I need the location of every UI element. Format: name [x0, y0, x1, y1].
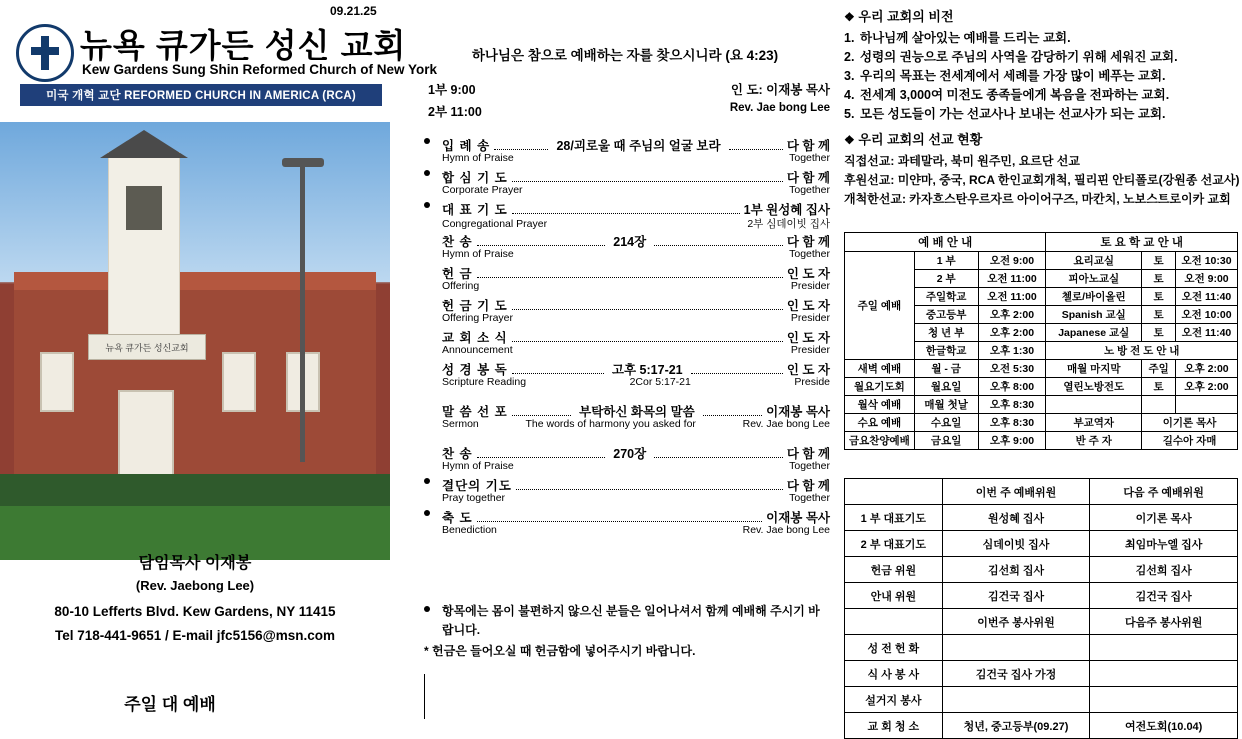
order-item [420, 328, 830, 360]
schedule-time: 오전 9:00 [978, 252, 1046, 270]
leader-dots [494, 149, 548, 150]
saturday-class-time: 오전 10:30 [1176, 252, 1238, 270]
committee-corner [845, 479, 943, 505]
mission-item: 후원선교: 미얀마, 중국, RCA 한인교회개척, 필리핀 안티폴로(강원종 선교사) [844, 173, 1240, 187]
leader-dots [654, 245, 783, 246]
service-name: 월삭 예배 [845, 396, 915, 414]
pastor-name-en: (Rev. Jaebong Lee) [135, 578, 255, 593]
order-item [420, 508, 830, 540]
vision-item-text: 전세계 3,000여 미전도 종족들에게 복음을 전파하는 교회. [860, 88, 1170, 102]
order-item [420, 444, 830, 476]
leader-dots [477, 245, 606, 246]
service-leader-en: Rev. Jae bong Lee [729, 102, 830, 114]
saturday-class-time: 오전 10:00 [1176, 306, 1238, 324]
evangelism-day: 토 [1142, 378, 1176, 396]
service-time: 오전 5:30 [978, 360, 1046, 378]
order-item-person-en: 2부 심데이빗 집사 [747, 218, 830, 230]
order-item [420, 476, 830, 508]
order-item-en [420, 248, 830, 263]
table-row [845, 661, 1238, 687]
leader-dots [477, 457, 606, 458]
leader-dots [512, 415, 571, 416]
order-item-person-kr: 인 도 자 [786, 331, 830, 345]
leader-dots [512, 181, 783, 182]
volunteer-this-week: 김건국 집사 가정 [942, 661, 1090, 687]
order-item-kr [420, 168, 830, 184]
order-item-name-en: Corporate Prayer [442, 184, 523, 196]
scripture-verse: 하나님은 참으로 예배하는 자를 찾으시니라 (요 4:23) [471, 48, 779, 63]
order-item-person-en: Together [789, 152, 830, 164]
photo-sign: 뉴욕 큐가든 성신교회 [88, 334, 206, 360]
schedule-name: 중고등부 [914, 306, 978, 324]
mission-lines [844, 152, 1238, 209]
evangelism-name [1046, 396, 1142, 414]
table-row [845, 360, 1238, 378]
vision-item-text: 하나님께 살아있는 예배를 드리는 교회. [860, 31, 1071, 45]
right-column [840, 0, 1242, 733]
vision-item [844, 86, 1238, 105]
bulletin-date: 09.21.25 [330, 4, 377, 18]
saturday-class-name: 첼로/바이올린 [1046, 288, 1142, 306]
order-item [420, 168, 830, 200]
table-row [845, 233, 1238, 252]
order-item-name-kr: 말 씀 선 포 [442, 405, 508, 419]
committee-this-week: 원성혜 집사 [942, 505, 1090, 531]
service-day: 월 - 금 [914, 360, 978, 378]
photo-hedge [0, 474, 390, 508]
volunteer-next-week [1090, 635, 1238, 661]
center-column [420, 0, 830, 719]
order-item-person-en: Presider [790, 344, 830, 356]
committee-role: 헌금 위원 [845, 557, 943, 583]
evangelism-time [1176, 396, 1238, 414]
order-item-name-kr: 헌 금 [442, 267, 473, 281]
schedule-name: 한글학교 [914, 342, 978, 360]
table-row [845, 713, 1238, 739]
schedule-time: 오후 2:00 [978, 306, 1046, 324]
service-time: 오후 9:00 [978, 432, 1046, 450]
order-item-name-kr: 대 표 기 도 [442, 203, 508, 217]
order-item-name-en: Sermon [442, 418, 479, 430]
denomination-band: 미국 개혁 교단 REFORMED CHURCH IN AMERICA (RCA) [20, 84, 382, 106]
church-name-kr: 뉴욕 큐가든 성신 교회 [80, 27, 407, 64]
committee-next-week: 김건국 집사 [1090, 583, 1238, 609]
order-item-name-en: Offering [442, 280, 480, 292]
order-item-name-kr: 교 회 소 식 [442, 331, 508, 345]
volunteer-next-week [1090, 687, 1238, 713]
schedule-head-right: 토 요 학 교 안 내 [1046, 233, 1238, 252]
service-day: 수요일 [914, 414, 978, 432]
order-item-kr [420, 444, 830, 460]
worship-note-1 [420, 602, 830, 640]
order-item-kr [420, 232, 830, 248]
table-row [845, 609, 1238, 635]
vision-item [844, 48, 1238, 67]
cross-icon [16, 24, 74, 82]
schedule-time: 오후 2:00 [978, 324, 1046, 342]
vision-item [844, 67, 1238, 86]
volunteer-col-next-week: 다음주 봉사위원 [1090, 609, 1238, 635]
table-row [845, 531, 1238, 557]
evangelism-day: 주일 [1142, 360, 1176, 378]
leader-dots [703, 415, 762, 416]
order-item-person-kr: 다 함 께 [786, 479, 830, 493]
service-day: 금요일 [914, 432, 978, 450]
order-item-person-kr: 다 함 께 [786, 139, 831, 153]
leader-dots [477, 277, 783, 278]
order-item-en [420, 492, 830, 507]
order-item-kr [420, 200, 830, 216]
table-row [845, 479, 1238, 505]
schedule-head-left: 예 배 안 내 [845, 233, 1046, 252]
leader-dots [512, 373, 604, 374]
service-time-2: 2부 11:00 [428, 105, 482, 119]
saturday-class-day: 토 [1142, 324, 1176, 342]
service-time: 오후 8:00 [978, 378, 1046, 396]
worship-note-1-text: 항목에는 몸이 불편하지 않으신 분들은 일어나셔서 함께 예배해 주시기 바랍니다. [442, 604, 820, 637]
order-item-en [420, 344, 830, 359]
evangelism-time: 오후 2:00 [1176, 378, 1238, 396]
photo-streetlamp-pole [300, 162, 305, 462]
order-item-name-en: Scripture Reading [442, 376, 527, 388]
saturday-class-name: 피아노교실 [1046, 270, 1142, 288]
leader-dots [516, 489, 783, 490]
worship-title: 주일 대 예배 [124, 695, 216, 714]
vision-item-number: 1. [844, 31, 855, 45]
service-leader-kr: 인 도: 이재봉 목사 [730, 83, 830, 97]
table-row [845, 396, 1238, 414]
church-name-en: Kew Gardens Sung Shin Reformed Church of New York [82, 62, 438, 77]
dove-icon: ❖ [844, 133, 855, 147]
table-row [845, 378, 1238, 396]
schedule-name: 주일학교 [914, 288, 978, 306]
order-item-person-kr: 1부 원성혜 집사 [743, 203, 830, 217]
order-item-en [420, 152, 830, 167]
order-item-kr [420, 402, 830, 418]
schedule-time: 오전 11:00 [978, 288, 1046, 306]
table-row [845, 252, 1238, 270]
order-item-en [420, 280, 830, 295]
table-row [845, 557, 1238, 583]
order-item-person-en: Together [789, 460, 830, 472]
mission-heading-text: 우리 교회의 선교 현황 [858, 132, 983, 147]
service-name: 월요기도회 [845, 378, 915, 396]
church-contact: Tel 718-441-9651 / E-mail jfc5156@msn.com [54, 628, 336, 643]
church-photo [0, 122, 390, 560]
mission-heading [844, 129, 1238, 148]
schedule-time: 오전 11:00 [978, 270, 1046, 288]
photo-window [40, 352, 74, 412]
leader-dots [691, 373, 783, 374]
vision-item [844, 105, 1238, 124]
order-item-name-kr: 성 경 봉 독 [442, 363, 508, 377]
table-row [845, 414, 1238, 432]
committee-next-week: 최임마누엘 집사 [1090, 531, 1238, 557]
order-item-name-kr: 찬 송 [442, 235, 473, 249]
volunteer-role: 식 사 봉 사 [845, 661, 943, 687]
order-item-person-en: Together [789, 184, 830, 196]
order-item-kr [420, 328, 830, 344]
order-item-person-kr: 다 함 께 [786, 171, 830, 185]
order-item [420, 200, 830, 232]
church-logo [8, 18, 438, 118]
committee-col-next-week: 다음 주 예배위원 [1090, 479, 1238, 505]
committee-next-week: 김선희 집사 [1090, 557, 1238, 583]
leader-dots [512, 341, 783, 342]
order-item-en [420, 418, 830, 433]
order-item-name-en: Announcement [442, 344, 513, 356]
order-item-name-en: Offering Prayer [442, 312, 514, 324]
photo-sky [0, 122, 390, 282]
order-item-detail-en: The words of harmony you asked for [525, 418, 696, 430]
vision-heading-text: 우리 교회의 비전 [858, 9, 954, 24]
service-name: 금요찬양예배 [845, 432, 915, 450]
photo-window [222, 352, 256, 412]
saturday-class-day: 토 [1142, 288, 1176, 306]
worship-note-2: * 헌금은 들어오실 때 헌금함에 넣어주시기 바랍니다. [424, 644, 696, 658]
order-item-name-kr: 축 도 [442, 511, 473, 525]
service-day: 월요일 [914, 378, 978, 396]
order-item [420, 264, 830, 296]
table-row [845, 432, 1238, 450]
schedule-name: 1 부 [914, 252, 978, 270]
order-item-detail-kr: 214장 [613, 235, 647, 249]
order-item-detail-kr: 28/괴로울 때 주님의 얼굴 보라 [556, 139, 721, 153]
vision-item-number: 2. [844, 50, 855, 64]
photo-steeple-roof [100, 130, 188, 158]
photo-building-trim [14, 272, 376, 290]
order-item-person-kr: 다 함 께 [786, 447, 831, 461]
order-item-detail-kr: 부탁하신 화목의 말씀 [579, 405, 695, 419]
evangelism-name: 매월 마지막 [1046, 360, 1142, 378]
dove-icon: ❖ [844, 10, 855, 24]
order-item-kr [420, 264, 830, 280]
order-item-person-en: Presider [790, 312, 830, 324]
order-item-detail-en: 2Cor 5:17-21 [629, 376, 691, 388]
leader-dots [512, 309, 783, 310]
leader-dots [729, 149, 783, 150]
service-day: 매월 첫날 [914, 396, 978, 414]
order-item-person-en: Presider [790, 280, 830, 292]
order-item-kr [420, 360, 830, 376]
volunteer-next-week: 여전도회(10.04) [1090, 713, 1238, 739]
volunteer-this-week [942, 635, 1090, 661]
order-item-detail-kr: 고후 5:17-21 [611, 363, 683, 377]
order-item [420, 296, 830, 328]
saturday-class-time: 오전 11:40 [1176, 288, 1238, 306]
mission-item: 개척한선교: 카자흐스탄우르자르 아이어구즈, 마칸치, 노보스트로이카 교회 [844, 192, 1231, 206]
order-item-name-kr: 입 례 송 [442, 139, 491, 153]
order-item-name-kr: 찬 송 [442, 447, 473, 461]
saturday-class-name: 요리교실 [1046, 252, 1142, 270]
saturday-class-time: 오전 11:40 [1176, 324, 1238, 342]
saturday-class-name: Japanese 교실 [1046, 324, 1142, 342]
saturday-class-day: 토 [1142, 270, 1176, 288]
order-item-en [420, 376, 830, 391]
staff-label: 반 주 자 [1046, 432, 1142, 450]
volunteer-this-week [942, 687, 1090, 713]
photo-door [118, 390, 174, 482]
order-item-person-kr: 인 도 자 [786, 363, 830, 377]
committee-role: 안내 위원 [845, 583, 943, 609]
table-row [845, 505, 1238, 531]
order-item-name-en: Pray together [442, 492, 506, 504]
order-item-kr [420, 296, 830, 312]
order-item-person-en: Together [789, 248, 830, 260]
saturday-class-day: 토 [1142, 306, 1176, 324]
order-item-name-en: Hymn of Praise [442, 248, 514, 260]
order-item-en [420, 524, 830, 539]
volunteer-next-week [1090, 661, 1238, 687]
order-item-name-en: Hymn of Praise [442, 152, 514, 164]
bullet-icon [424, 606, 430, 612]
order-of-worship [420, 136, 830, 540]
order-item-kr [420, 476, 830, 492]
volunteer-corner [845, 609, 943, 635]
vision-item [844, 29, 1238, 48]
leader-dots [512, 213, 740, 214]
vision-item-number: 3. [844, 69, 855, 83]
order-item-en [420, 216, 830, 231]
vision-item-number: 4. [844, 88, 855, 102]
sunday-worship-label: 주일 예배 [845, 252, 915, 360]
order-item-name-kr: 결단의 기도 [442, 479, 512, 493]
order-item-person-kr: 다 함 께 [786, 235, 831, 249]
committee-role: 2 부 대표기도 [845, 531, 943, 557]
order-item-detail-kr: 270장 [613, 447, 647, 461]
volunteer-role: 설거지 봉사 [845, 687, 943, 713]
staff-label: 부교역자 [1046, 414, 1142, 432]
order-item-name-kr: 합 심 기 도 [442, 171, 508, 185]
schedule-name: 청 년 부 [914, 324, 978, 342]
church-address: 80-10 Lefferts Blvd. Kew Gardens, NY 11415 [54, 604, 336, 619]
table-row [845, 635, 1238, 661]
order-item-name-kr: 헌 금 기 도 [442, 299, 508, 313]
pastor-name-kr: 담임목사 이재봉 [138, 555, 252, 572]
committee-role: 1 부 대표기도 [845, 505, 943, 531]
order-item-person-en: Preside [794, 376, 830, 388]
committee-next-week: 이기론 목사 [1090, 505, 1238, 531]
volunteer-role: 교 회 청 소 [845, 713, 943, 739]
left-column [0, 0, 438, 719]
staff-name: 길수아 자매 [1142, 432, 1238, 450]
evangelism-day [1142, 396, 1176, 414]
order-item [420, 232, 830, 264]
order-item-person-kr: 인 도 자 [786, 267, 830, 281]
service-name: 수요 예배 [845, 414, 915, 432]
volunteer-role: 성 전 헌 화 [845, 635, 943, 661]
committee-table [844, 478, 1238, 739]
saturday-class-time: 오전 9:00 [1176, 270, 1238, 288]
committee-this-week: 김건국 집사 [942, 583, 1090, 609]
vision-item-text: 성령의 권능으로 주님의 사역을 감당하기 위해 세워진 교회. [860, 50, 1178, 64]
committee-this-week: 심데이빗 집사 [942, 531, 1090, 557]
leader-dots [477, 521, 763, 522]
saturday-class-name: Spanish 교실 [1046, 306, 1142, 324]
order-item-person-en: Rev. Jae bong Lee [742, 524, 830, 536]
order-item-person-en: Together [789, 492, 830, 504]
volunteer-this-week: 청년, 중고등부(09.27) [942, 713, 1090, 739]
order-item-person-kr: 인 도 자 [786, 299, 830, 313]
volunteer-col-this-week: 이번주 봉사위원 [942, 609, 1090, 635]
table-row [845, 583, 1238, 609]
saturday-class-day: 토 [1142, 252, 1176, 270]
photo-steeple [108, 152, 180, 342]
order-item-kr [420, 136, 830, 152]
service-time-1: 1부 9:00 [428, 83, 476, 97]
leader-dots [654, 457, 783, 458]
order-item-en [420, 312, 830, 327]
order-item-en [420, 460, 830, 475]
evangelism-name: 열린노방전도 [1046, 378, 1142, 396]
order-item-name-en: Congregational Prayer [442, 218, 548, 230]
schedule-table [844, 232, 1238, 450]
committee-col-this-week: 이번 주 예배위원 [942, 479, 1090, 505]
vision-heading [844, 6, 1238, 25]
order-item [420, 360, 830, 392]
order-item-person-kr: 이재봉 목사 [766, 511, 830, 525]
vision-item-number: 5. [844, 107, 855, 121]
mission-item: 직접선교: 과테말라, 북미 원주민, 요르단 선교 [844, 154, 1080, 168]
order-item-person-kr: 이재봉 목사 [766, 405, 830, 419]
order-item [420, 136, 830, 168]
evangelism-time: 오후 2:00 [1176, 360, 1238, 378]
committee-this-week: 김선희 집사 [942, 557, 1090, 583]
order-item-name-en: Hymn of Praise [442, 460, 514, 472]
order-item-name-en: Benediction [442, 524, 497, 536]
order-item [420, 402, 830, 434]
order-item-kr [420, 508, 830, 524]
schedule-name: 2 부 [914, 270, 978, 288]
table-row [845, 687, 1238, 713]
service-time: 오후 8:30 [978, 414, 1046, 432]
photo-belfry [124, 184, 164, 232]
schedule-time: 오후 1:30 [978, 342, 1046, 360]
service-time: 오후 8:30 [978, 396, 1046, 414]
order-item-person-en: Rev. Jae bong Lee [742, 418, 830, 430]
vision-item-text: 우리의 목표는 전세계에서 세례를 가장 많이 베푸는 교회. [860, 69, 1166, 83]
vision-list [844, 29, 1238, 124]
vision-item-text: 모든 성도들이 가는 선교사나 보내는 선교사가 되는 교회. [860, 107, 1166, 121]
street-evangelism-head: 노 방 전 도 안 내 [1046, 342, 1238, 360]
staff-name: 이기론 목사 [1142, 414, 1238, 432]
service-name: 새벽 예배 [845, 360, 915, 378]
order-item-en [420, 184, 830, 199]
